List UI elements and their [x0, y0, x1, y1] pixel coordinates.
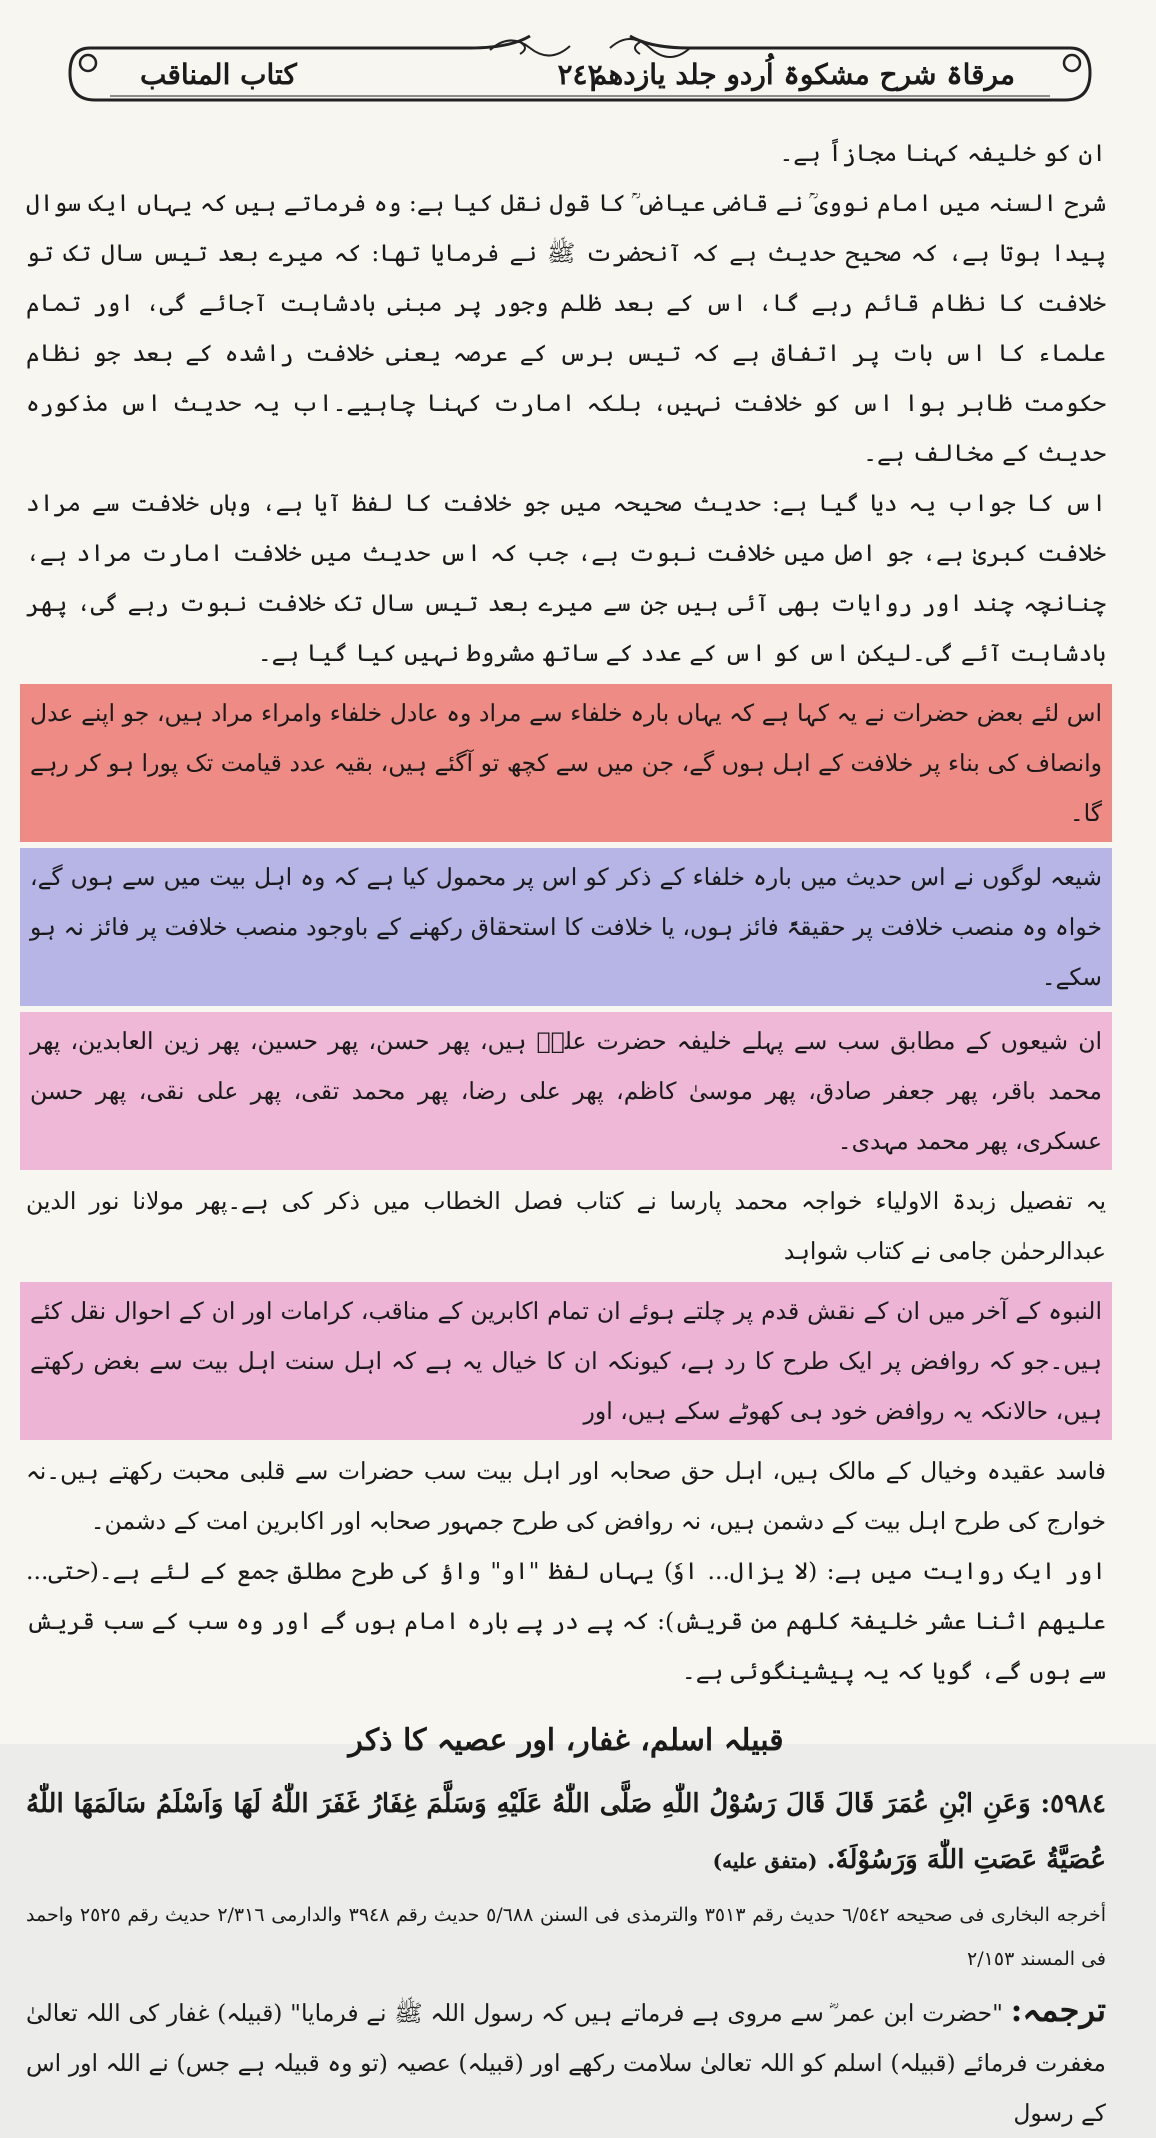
book-title: مرقاۃ شرح مشکوۃ اُردو جلد یازدھم [589, 58, 1015, 91]
section-heading: قبیلہ اسلم، غفار، اور عصیہ کا ذکر [348, 1723, 784, 1758]
paragraph: اور ایک روایت میں ہے: (لا یزال... اوٗ) یہاں لفظ "او" واؤ کی طرح مطلق جمع کے لئے ہے۔(حتی... علیھم اثنا عشر خلیفۃ کلھم من قریش): کہ پے در پے بارہ امام ہوں گے اور وہ سب کے سب قریش سے ہوں گے، گویا کہ یہ پیشینگوئی ہے۔ [26, 1557, 1106, 1685]
highlight-red: اس لئے بعض حضرات نے یہ کہا ہے کہ یہاں بارہ خلفاء سے مراد وہ عادل خلفاء وامراء مراد ہیں، جو اپنے عدل وانصاف کی بناء پر خلافت کے اہل ہوں گے، جن میں سے کچھ تو آگئے ہیں، بقیہ عدد قیامت تک پورا ہو کر رہے گا۔ [20, 684, 1112, 842]
translation-text: "حضرت ابن عمر ؓ سے مروی ہے فرماتے ہیں کہ رسول اللہ ﷺ نے فرمایا" (قبیلہ) غفار کی اللہ تعالیٰ مغفرت فرمائے (قبیلہ) اسلم کو اللہ تعالیٰ سلامت رکھے اور (قبیلہ) عصیہ (تو وہ قبیلہ ہے جس) نے اللہ اور اس کے رسول [26, 1999, 1106, 2127]
translation [26, 1985, 1106, 2138]
hadith-text: ٥٩٨٤: وَعَنِ ابْنِ عُمَرَ قَالَ قَالَ رَسُوْلُ اللّٰهِ صَلَّى اللّٰهُ عَلَيْهِ وَسَلَّمَ غِفَارُ غَفَرَ اللّٰهُ لَهَا وَاَسْلَمُ سَالَمَهَا اللّٰهُ عُصَيَّةُ عَصَتِ اللّٰهَ وَرَسُوْلَهٗ. [26, 1789, 1106, 1875]
takhrij: أخرجه البخاری فی صحیحه ٦/٥٤٢ حدیث رقم ٣٥١٣ والترمذی فی السنن ٥/٦٨٨ حدیث رقم ٣٩٤٨ والدارمی ٢/٣١٦ حدیث رقم ٢٥٢٥ واحمد فی المسند ٢/١٥٣ [26, 1904, 1107, 1970]
paragraph: شرح السنہ میں امام نووی ؒ نے قاضی عیاض ؒ کا قول نقل کیا ہے: وہ فرماتے ہیں کہ یہاں ایک سوال پیدا ہوتا ہے، کہ صحیح حدیث ہے کہ آنحضرت ﷺ نے فرمایا تھا: کہ میرے بعد تیس سال تک تو خلافت کا نظام قائم رہے گا، اس کے بعد ظلم وجور پر مبنی بادشاہت آجائے گی، اور تمام علماء کا اس بات پر اتفاق ہے کہ تیس برس کے عرصہ یعنی خلافت راشدہ کے بعد جو نظام حکومت ظاہر ہوا اس کو خلافت نہیں، بلکہ امارت کہنا چاہیے۔اب یہ حدیث اس مذکورہ حدیث کے مخالف ہے۔ [26, 189, 1106, 467]
hadith-source: (متفق علیه) [712, 1849, 818, 1873]
highlight-pink-2: النبوہ کے آخر میں ان کے نقش قدم پر چلتے ہوئے ان تمام اکابرین کے مناقب، کرامات اور ان کے احوال نقل کئے ہیں۔جو کہ روافض پر ایک طرح کا رد ہے، کیونکہ ان کا خیال یہ ہے کہ اہل سنت اہل بیت سے بغض رکھتے ہیں، حالانکہ یہ روافض خود ہی کھوٹے سکے ہیں، اور [20, 1282, 1112, 1440]
chapter-title: کتاب المناقب [140, 58, 297, 91]
highlight-blue: شیعہ لوگوں نے اس حدیث میں بارہ خلفاء کے ذکر کو اس پر محمول کیا ہے کہ وہ اہل بیت میں سے ہوں گے، خواہ وہ منصب خلافت پر حقیقۃً فائز ہوں، یا خلافت کا استحقاق رکھنے کے باوجود منصب خلافت پر فائز نہ ہو سکے۔ [20, 848, 1112, 1006]
page-number: ٢٤٢ [557, 58, 603, 91]
paragraph: اس کا جواب یہ دیا گیا ہے: حدیث صحیحہ میں جو خلافت کا لفظ آیا ہے، وہاں خلافت سے مراد خلافت کبریٰ ہے، جو اصل میں خلافت نبوت ہے، جب کہ اس حدیث میں خلافت امارت مراد ہے، چنانچہ چند اور روایات بھی آئی ہیں جن سے میرے بعد تیس سال تک خلافت نبوت رہے گی، پھر بادشاہت آئے گی۔لیکن اس کو اس کے عدد کے ساتھ مشروط نہیں کیا گیا ہے۔ [26, 489, 1106, 667]
paragraph: ان کو خلیفہ کہنا مجازاً ہے۔ [779, 139, 1106, 167]
paragraph: فاسد عقیدہ وخیال کے مالک ہیں، اہل حق صحابہ اور اہل بیت سب حضرات سے قلبی محبت رکھتے ہیں۔نہ خوارج کی طرح اہل بیت کے دشمن ہیں، نہ روافض کی طرح جمہور صحابہ اور اکابرین امت کے دشمن۔ [26, 1457, 1106, 1535]
highlight-pink: ان شیعوں کے مطابق سب سے پہلے خلیفہ حضرت علیؓ ہیں، پھر حسن، پھر حسین، پھر زین العابدین، پھر محمد باقر، پھر جعفر صادق، پھر موسیٰ کاظم، پھر علی رضا، پھر محمد تقی، پھر علی نقی، پھر حسن عسکری، پھر محمد مہدی۔ [20, 1012, 1112, 1170]
paragraph: یہ تفصیل زبدۃ الاولیاء خواجہ محمد پارسا نے کتاب فصل الخطاب میں ذکر کی ہے۔پھر مولانا نور الدین عبدالرحمٰن جامی نے کتاب شواہد [26, 1187, 1106, 1265]
page-header [50, 28, 1110, 118]
page-body [26, 128, 1106, 2138]
translation-label: ترجمہ: [1010, 1991, 1106, 2029]
hadith-arabic [26, 1776, 1106, 1889]
